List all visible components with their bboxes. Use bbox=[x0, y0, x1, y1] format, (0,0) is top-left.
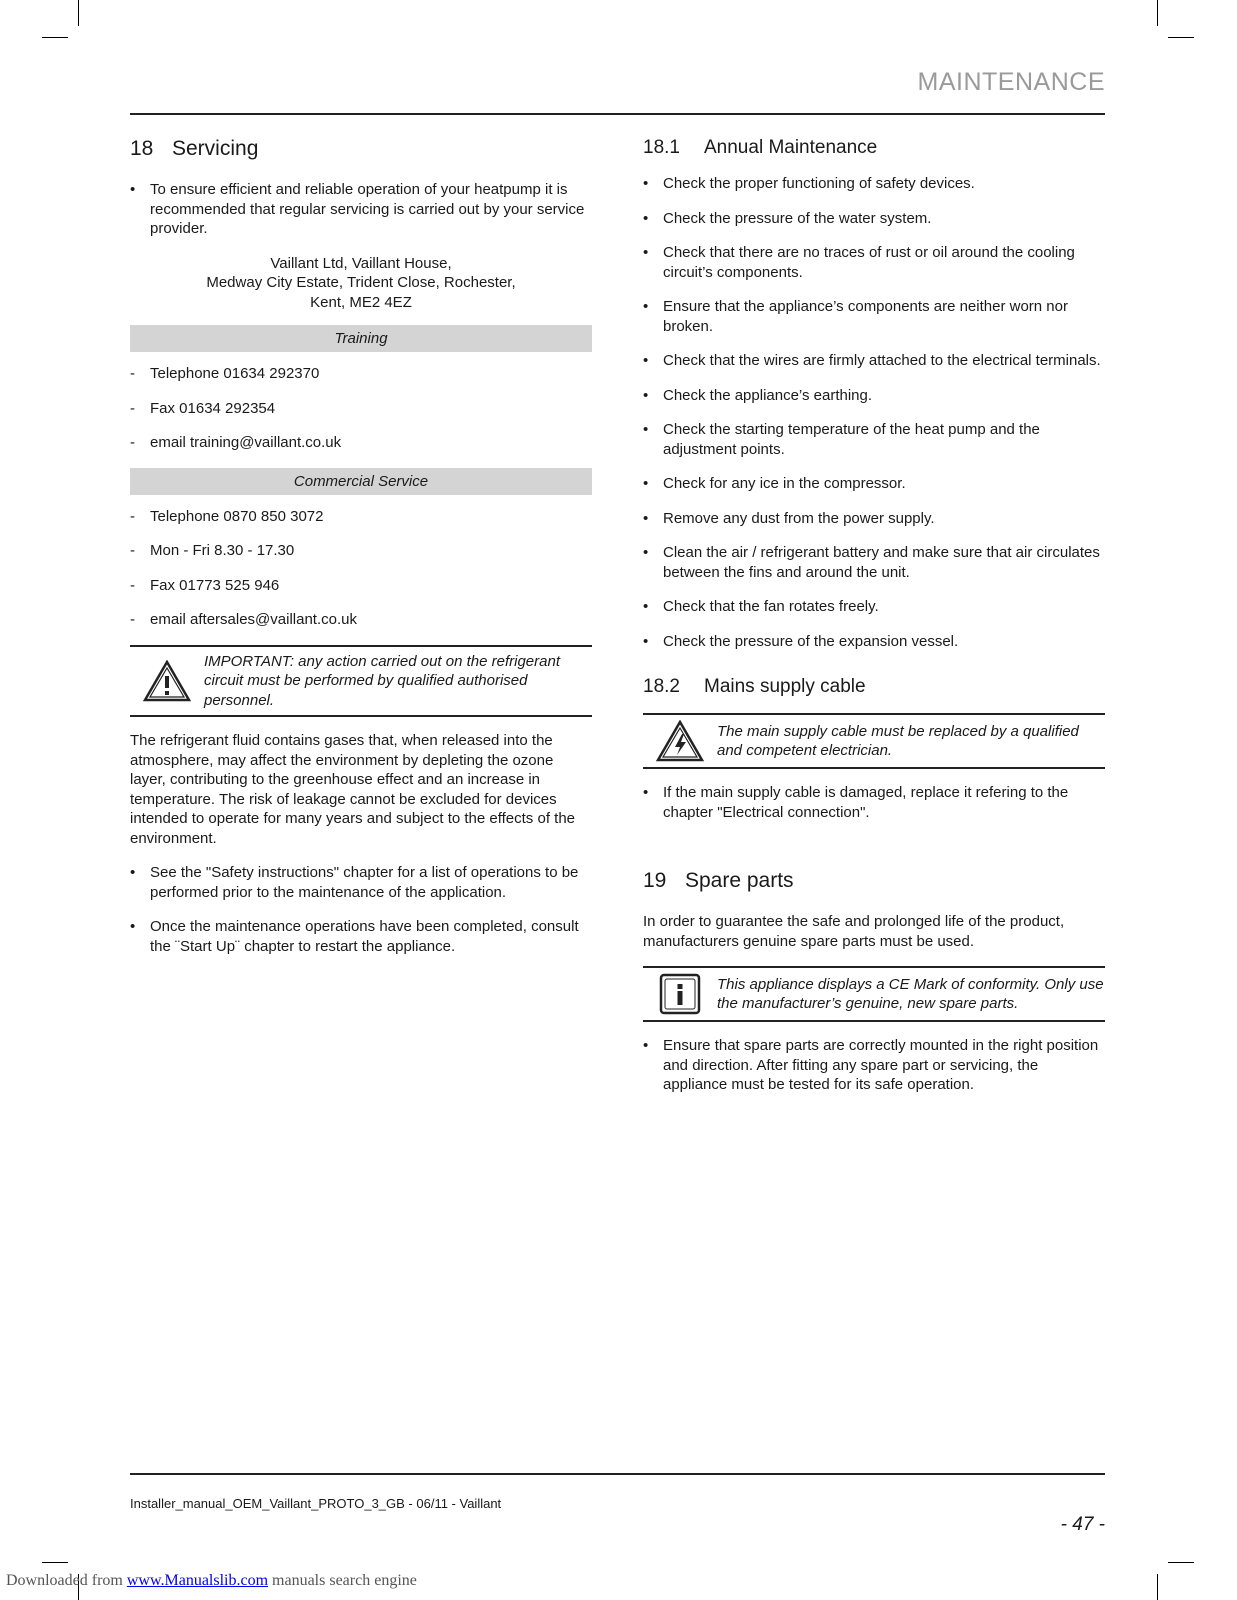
crop-mark bbox=[42, 37, 68, 38]
contact-item: - Mon - Fri 8.30 - 17.30 bbox=[130, 541, 592, 561]
download-banner bbox=[6, 1572, 417, 1590]
section-heading-annual-maintenance bbox=[643, 136, 1105, 160]
electrical-warning-text: The main supply cable must be replaced by a qualified and competent electrician. bbox=[717, 722, 1079, 759]
list-item: • Clean the air / refrigerant battery and make sure that air circulates between the fins and around the unit. bbox=[643, 543, 1105, 582]
crop-mark bbox=[1168, 1562, 1194, 1563]
download-banner-prefix: Downloaded from bbox=[6, 1572, 127, 1589]
info-icon bbox=[643, 973, 717, 1015]
list-item: • Check for any ice in the compressor. bbox=[643, 474, 1105, 494]
section-title: Mains supply cable bbox=[704, 676, 866, 697]
contact-item: - Telephone 01634 292370 bbox=[130, 364, 592, 384]
section-heading-mains-supply-cable bbox=[643, 675, 1105, 699]
list-item: • Ensure that spare parts are correctly mounted in the right position and direction. After fitting any spare part or servicing, the appliance must be tested for its safe operation. bbox=[643, 1036, 1105, 1095]
contact-item: - Fax 01634 292354 bbox=[130, 399, 592, 419]
contact-item: - email aftersales@vaillant.co.uk bbox=[130, 610, 592, 630]
contact-item: - Telephone 0870 850 3072 bbox=[130, 507, 592, 527]
list-item: • If the main supply cable is damaged, replace it refering to the chapter "Electrical connection". bbox=[643, 783, 1105, 822]
address-line: Medway City Estate, Trident Close, Rochester, bbox=[206, 274, 516, 291]
manualslib-link[interactable]: www.Manualslib.com bbox=[126, 1572, 269, 1589]
section-number: 18 bbox=[130, 137, 154, 160]
section-title: Annual Maintenance bbox=[704, 137, 878, 158]
document-reference: Installer_manual_OEM_Vaillant_PROTO_3_GB - 06/11 - Vaillant bbox=[130, 1496, 502, 1511]
crop-mark bbox=[78, 0, 79, 26]
address-line: Vaillant Ltd, Vaillant House, bbox=[270, 254, 452, 272]
section-title: Spare parts bbox=[685, 869, 794, 892]
section-number: 18.2 bbox=[643, 676, 680, 697]
list-item: • Check that the wires are firmly attached to the electrical terminals. bbox=[643, 351, 1105, 371]
list-item: • Check the appliance’s earthing. bbox=[643, 386, 1105, 406]
list-item: • To ensure efficient and reliable operation of your heatpump it is recommended that regular servicing is carried out by your service provider. bbox=[130, 180, 592, 239]
right-column bbox=[643, 132, 1105, 1110]
list-item: • Check the proper functioning of safety devices. bbox=[643, 174, 1105, 194]
warning-note-text: IMPORTANT: any action carried out on the refrigerant circuit must be performed by qualified authorised personnel. bbox=[204, 652, 560, 709]
page-section-title: MAINTENANCE bbox=[917, 68, 1105, 96]
section-heading-servicing bbox=[130, 136, 592, 162]
left-column bbox=[130, 132, 592, 971]
crop-mark bbox=[1157, 0, 1158, 26]
list-item: • Ensure that the appliance’s components are neither worn nor broken. bbox=[643, 297, 1105, 336]
section-heading-spare-parts bbox=[643, 868, 1105, 894]
address-line: Kent, ME2 4EZ bbox=[310, 293, 412, 311]
list-item: • Check that there are no traces of rust or oil around the cooling circuit’s components. bbox=[643, 243, 1105, 282]
info-note-text: This appliance displays a CE Mark of conformity. Only use the manufacturer’s genuine, new spare parts. bbox=[717, 975, 1104, 1012]
electrical-hazard-icon bbox=[643, 720, 717, 762]
section-number: 19 bbox=[643, 869, 667, 892]
list-item: • Remove any dust from the power supply. bbox=[643, 509, 1105, 529]
download-banner-suffix: manuals search engine bbox=[268, 1572, 417, 1589]
list-item: • Check the pressure of the expansion vessel. bbox=[643, 632, 1105, 652]
crop-mark bbox=[1157, 1574, 1158, 1600]
contact-item: - Fax 01773 525 946 bbox=[130, 576, 592, 596]
training-band: Training bbox=[130, 325, 592, 352]
header-rule bbox=[130, 113, 1105, 115]
crop-mark bbox=[1168, 37, 1194, 38]
electrical-warning-note bbox=[643, 713, 1105, 769]
info-note bbox=[643, 966, 1105, 1022]
address-block bbox=[130, 254, 592, 313]
list-item: • Once the maintenance operations have been completed, consult the ¨Start Up¨ chapter to restart the appliance. bbox=[130, 917, 592, 956]
crop-mark bbox=[42, 1562, 68, 1563]
list-item: • Check the pressure of the water system. bbox=[643, 209, 1105, 229]
list-item: • Check the starting temperature of the heat pump and the adjustment points. bbox=[643, 420, 1105, 459]
list-item: • Check that the fan rotates freely. bbox=[643, 597, 1105, 617]
warning-triangle-icon bbox=[130, 660, 204, 702]
refrigerant-paragraph: The refrigerant fluid contains gases that, when released into the atmosphere, may affect the environment by depleting the ozone layer, contributing to the greenhouse effect and an increase in temperature. The risk of leakage cannot be excluded for devices intended to operate for many years and subject to the effects of the environment. bbox=[130, 732, 576, 847]
section-number: 18.1 bbox=[643, 137, 680, 158]
contact-item: - email training@vaillant.co.uk bbox=[130, 433, 592, 453]
list-item: • See the "Safety instructions" chapter for a list of operations to be performed prior to the maintenance of the application. bbox=[130, 863, 592, 902]
spare-parts-paragraph: In order to guarantee the safe and prolonged life of the product, manufacturers genuine spare parts must be used. bbox=[643, 913, 1065, 950]
footer-rule bbox=[130, 1473, 1105, 1475]
page-number: - 47 - bbox=[1060, 1514, 1105, 1535]
commercial-service-band: Commercial Service bbox=[130, 468, 592, 495]
warning-note bbox=[130, 645, 592, 718]
section-title: Servicing bbox=[172, 137, 259, 160]
